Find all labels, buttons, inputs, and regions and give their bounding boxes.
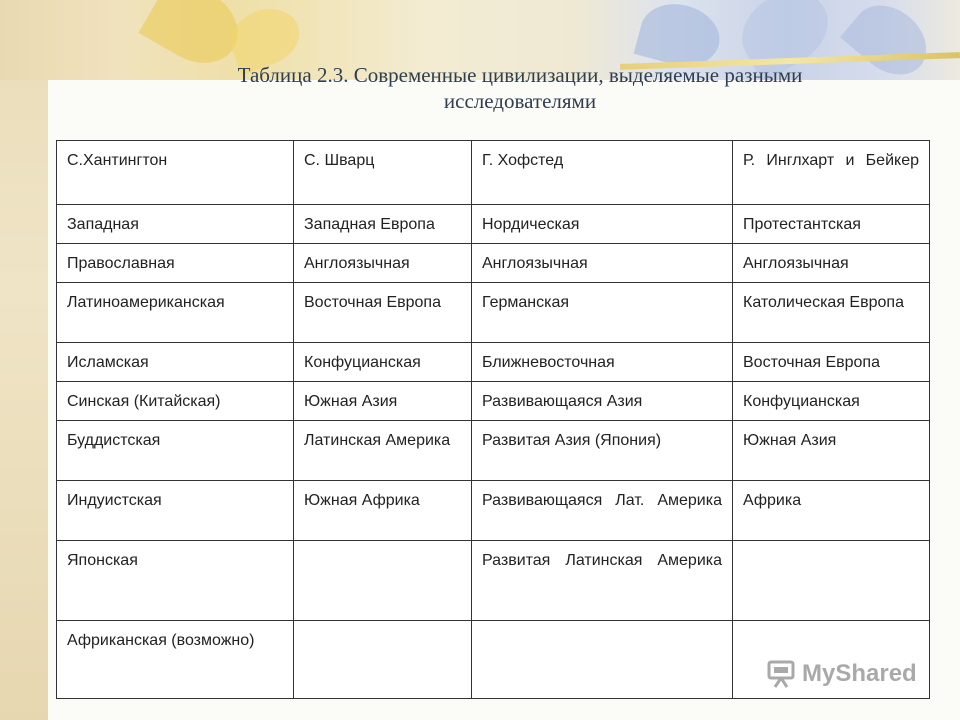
table-cell: Африканская (возможно) bbox=[57, 621, 294, 699]
table-cell: Исламская bbox=[57, 343, 294, 382]
table-cell: Латинская Америка bbox=[294, 421, 472, 481]
table-row bbox=[57, 421, 930, 481]
table-cell: Конфуцианская bbox=[733, 382, 930, 421]
table-cell bbox=[472, 621, 733, 699]
table-cell: Нордическая bbox=[472, 205, 733, 244]
presentation-icon bbox=[766, 660, 796, 688]
header-cell: Р. Инглхарт и Бейкер bbox=[733, 141, 930, 205]
table-cell: Протестантская bbox=[733, 205, 930, 244]
table-cell: Англоязычная bbox=[733, 244, 930, 283]
table-row bbox=[57, 541, 930, 621]
table-cell: Синская (Китайская) bbox=[57, 382, 294, 421]
header-cell: Г. Хофстед bbox=[472, 141, 733, 205]
table-cell: Южная Африка bbox=[294, 481, 472, 541]
table-row bbox=[57, 343, 930, 382]
table-row bbox=[57, 205, 930, 244]
table-cell: Развитая Латинская Америка bbox=[472, 541, 733, 621]
table-cell: Индуистская bbox=[57, 481, 294, 541]
watermark bbox=[766, 656, 917, 692]
table-cell: Японская bbox=[57, 541, 294, 621]
title-line-1: Таблица 2.3. Современные цивилизации, выделяемые разными bbox=[237, 63, 803, 87]
table-cell: Латиноамериканская bbox=[57, 283, 294, 343]
table-cell bbox=[294, 541, 472, 621]
table-cell: Развивающаяся Азия bbox=[472, 382, 733, 421]
table-cell: Развивающаяся Лат. Америка bbox=[472, 481, 733, 541]
table-cell: Ближневосточная bbox=[472, 343, 733, 382]
table-cell: Англоязычная bbox=[472, 244, 733, 283]
table-cell bbox=[733, 541, 930, 621]
table-cell bbox=[294, 621, 472, 699]
table-cell: Южная Азия bbox=[733, 421, 930, 481]
table-cell: Православная bbox=[57, 244, 294, 283]
header-cell: С.Хантингтон bbox=[57, 141, 294, 205]
table-row bbox=[57, 481, 930, 541]
header-cell: С. Шварц bbox=[294, 141, 472, 205]
table-cell: Восточная Европа bbox=[294, 283, 472, 343]
civilizations-table bbox=[56, 140, 930, 699]
table-cell: Восточная Европа bbox=[733, 343, 930, 382]
table-cell: Англоязычная bbox=[294, 244, 472, 283]
table-cell: Развитая Азия (Япония) bbox=[472, 421, 733, 481]
table-row bbox=[57, 382, 930, 421]
table-cell: Конфуцианская bbox=[294, 343, 472, 382]
table-cell: Африка bbox=[733, 481, 930, 541]
table-header-row bbox=[57, 141, 930, 205]
table-cell: Буддистская bbox=[57, 421, 294, 481]
table-cell: Южная Азия bbox=[294, 382, 472, 421]
table-cell: Западная bbox=[57, 205, 294, 244]
left-decor-strip bbox=[0, 0, 48, 720]
table-cell: Германская bbox=[472, 283, 733, 343]
table-cell: Западная Европа bbox=[294, 205, 472, 244]
table-row bbox=[57, 283, 930, 343]
table-row bbox=[57, 244, 930, 283]
watermark-text: MyShared bbox=[802, 660, 917, 687]
page-title bbox=[120, 62, 920, 114]
table-cell: Католическая Европа bbox=[733, 283, 930, 343]
title-line-2: исследователями bbox=[443, 89, 597, 113]
